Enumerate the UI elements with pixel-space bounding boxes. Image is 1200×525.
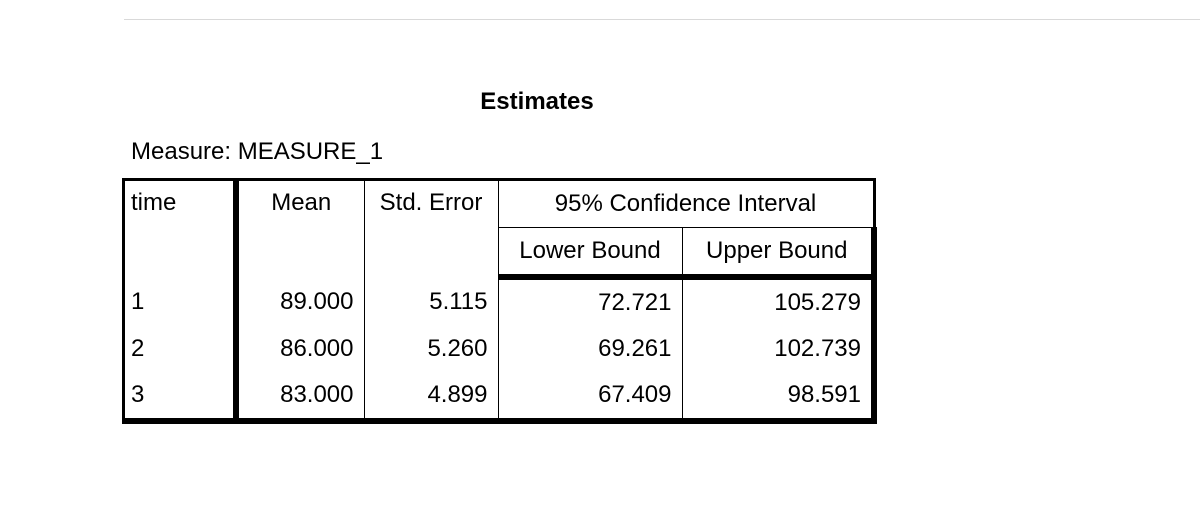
cell-lower-bound: 72.721: [498, 277, 682, 326]
cell-mean: 83.000: [236, 372, 364, 421]
cell-mean: 89.000: [236, 277, 364, 326]
header-lower-bound: Lower Bound: [498, 228, 682, 278]
measure-label: Measure: MEASURE_1: [131, 138, 384, 165]
header-mean: Mean: [236, 180, 364, 278]
cell-std-error: 5.115: [364, 277, 498, 326]
estimates-table: [122, 178, 877, 424]
cell-std-error: 5.260: [364, 326, 498, 372]
cell-mean: 86.000: [236, 326, 364, 372]
cell-upper-bound: 102.739: [682, 326, 874, 372]
output-title: Estimates: [480, 88, 594, 115]
cell-upper-bound: 105.279: [682, 277, 874, 326]
top-divider: [124, 19, 1200, 20]
header-time: time: [124, 180, 237, 278]
cell-time: 1: [124, 277, 237, 326]
cell-std-error: 4.899: [364, 372, 498, 421]
cell-lower-bound: 69.261: [498, 326, 682, 372]
cell-upper-bound: 98.591: [682, 372, 874, 421]
cell-time: 2: [124, 326, 237, 372]
header-confidence-interval: 95% Confidence Interval: [498, 180, 874, 228]
header-row: [124, 180, 875, 228]
table-row: [124, 372, 875, 421]
header-upper-bound: Upper Bound: [682, 228, 874, 278]
table-row: [124, 277, 875, 326]
header-std-error: Std. Error: [364, 180, 498, 278]
table-row: [124, 326, 875, 372]
cell-lower-bound: 67.409: [498, 372, 682, 421]
cell-time: 3: [124, 372, 237, 421]
